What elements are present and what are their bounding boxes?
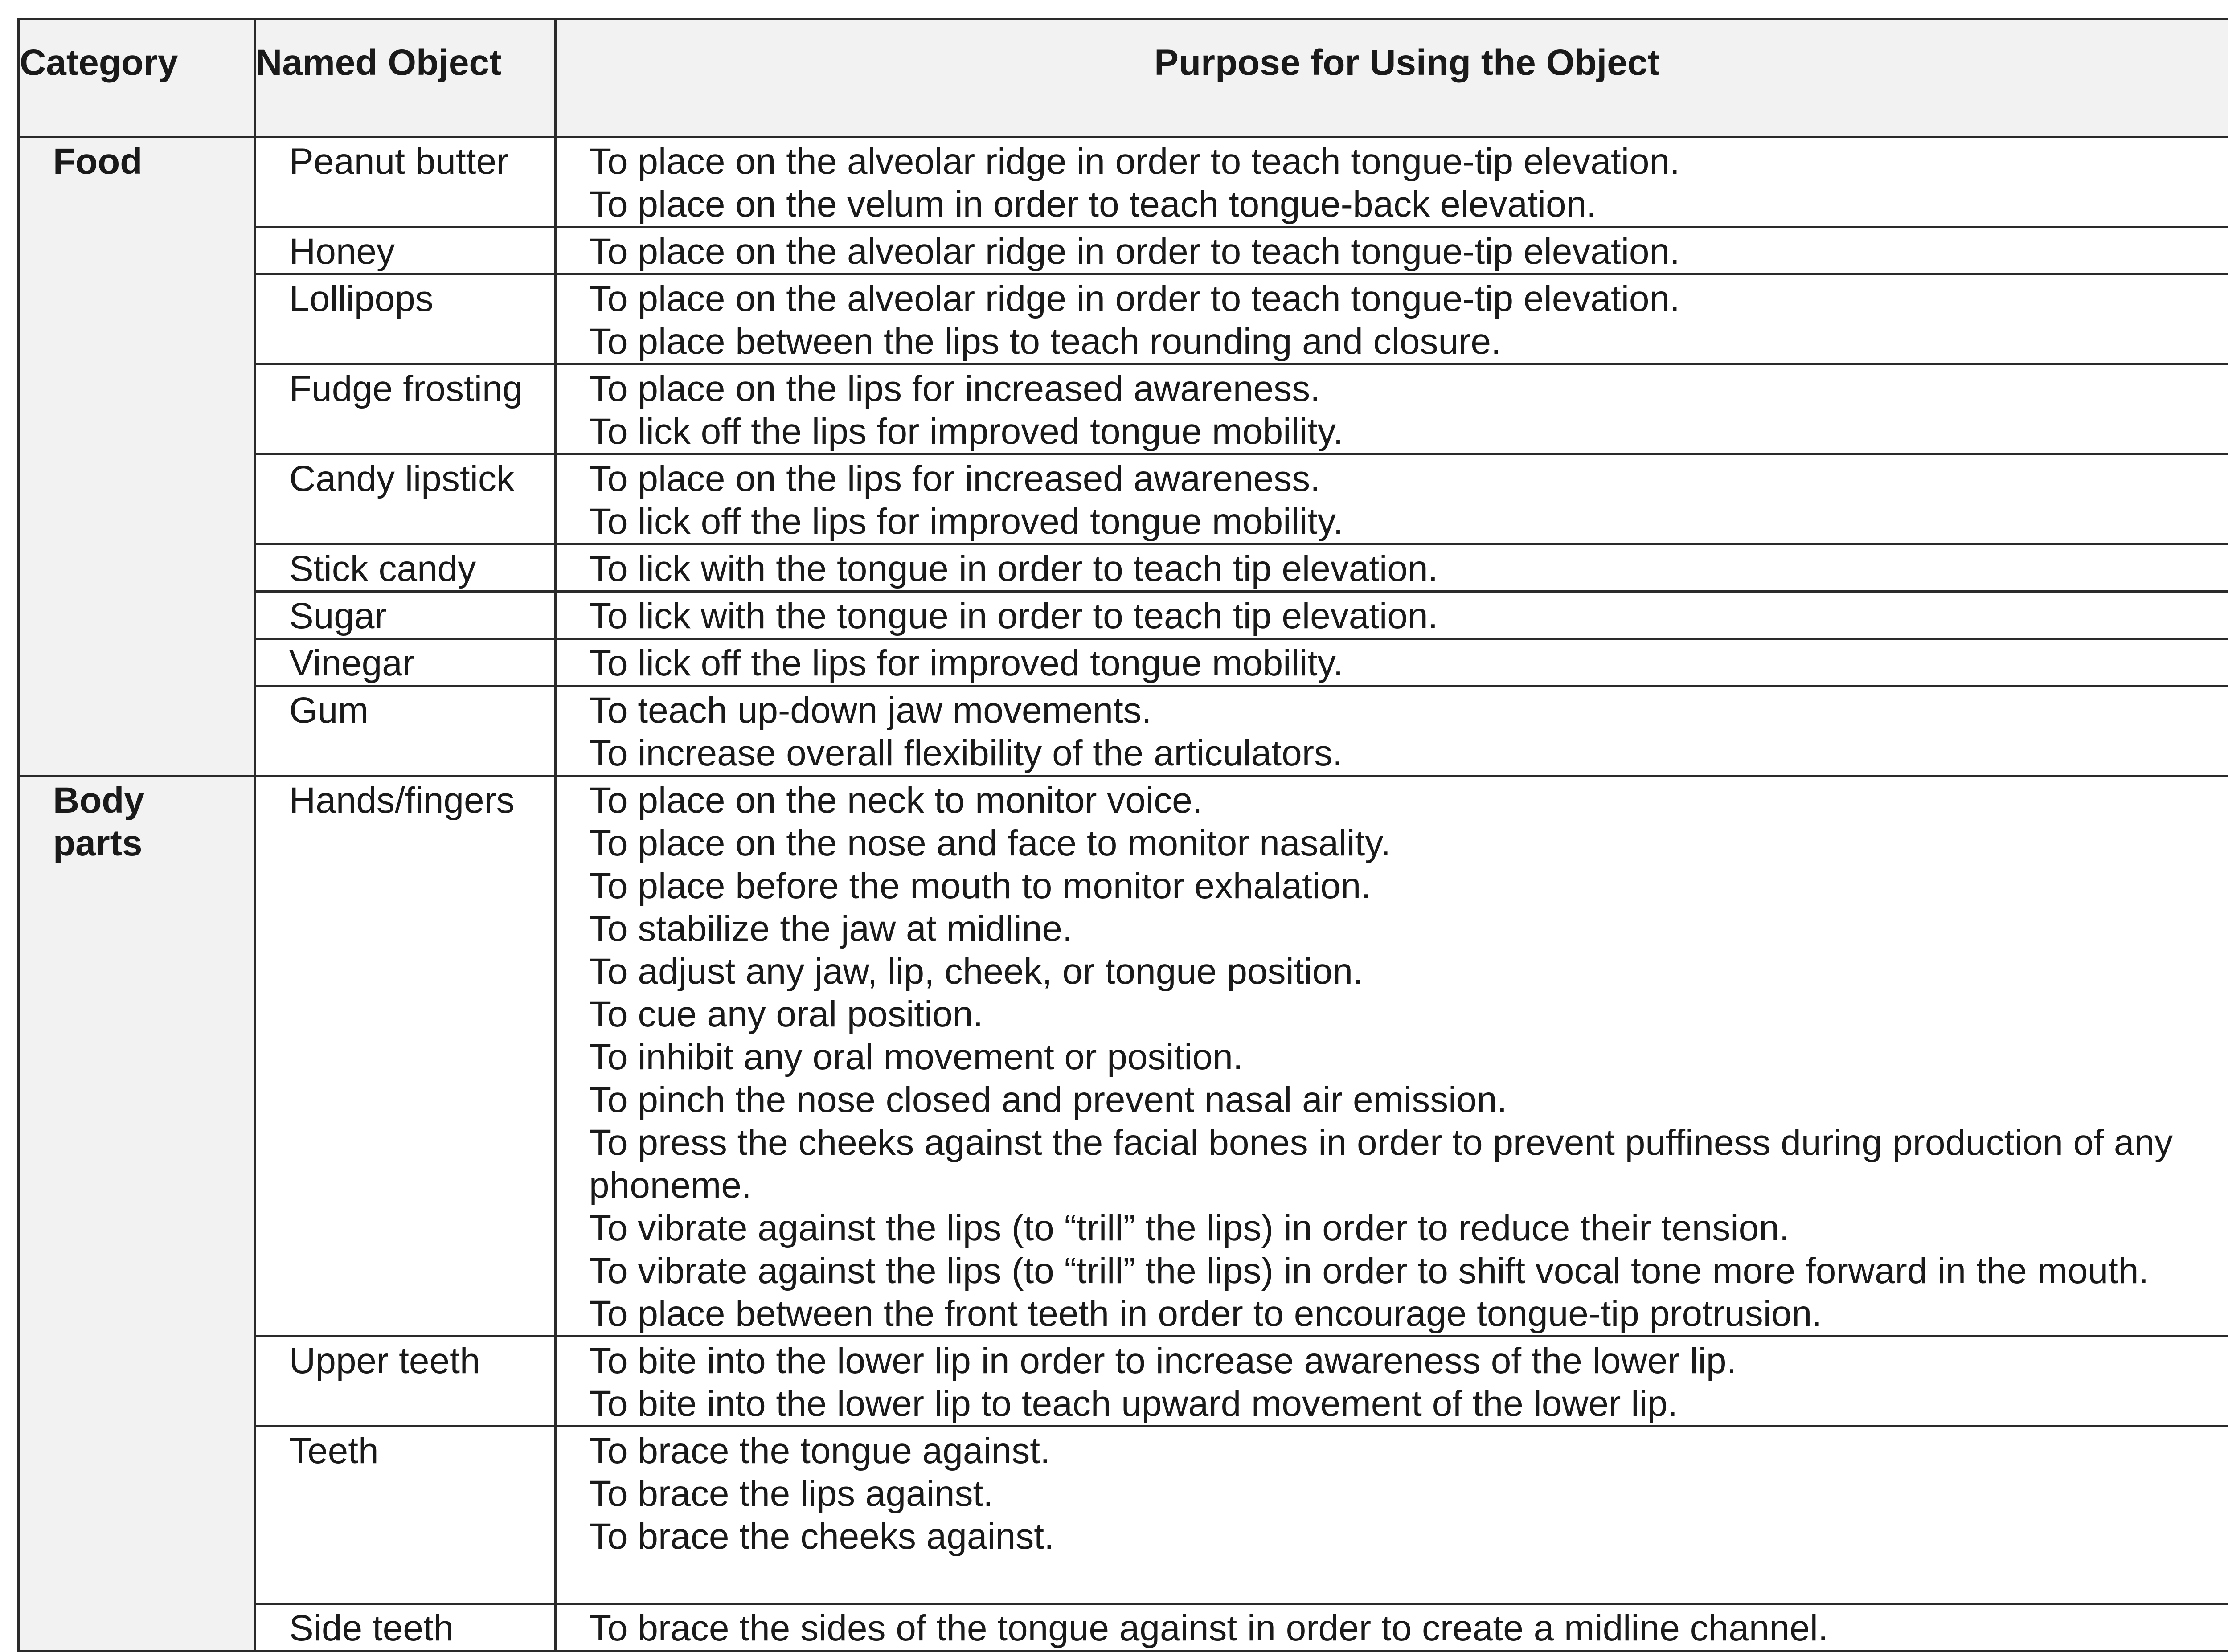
purpose-cell (556, 227, 2228, 274)
objects-purpose-table (17, 18, 2228, 1652)
table-body (19, 137, 2228, 1651)
object-cell: Gum (255, 686, 556, 776)
table-row (19, 137, 2228, 227)
table-row (19, 364, 2228, 454)
object-cell: Candy lipstick (255, 454, 556, 544)
purpose-cell (556, 364, 2228, 454)
purpose-line: To place before the mouth to monitor exhalation. (589, 865, 2228, 908)
purpose-line: To lick off the lips for improved tongue mobility. (589, 410, 2228, 453)
purpose-line: To teach up-down jaw movements. (589, 689, 2228, 732)
purpose-cell (556, 639, 2228, 686)
purpose-line: To stabilize the jaw at midline. (589, 908, 2228, 950)
table-row (19, 1604, 2228, 1651)
table-row (19, 592, 2228, 639)
object-cell: Upper teeth (255, 1337, 556, 1427)
object-cell: Teeth (255, 1427, 556, 1604)
table-row (19, 1337, 2228, 1427)
object-cell: Vinegar (255, 639, 556, 686)
object-cell: Honey (255, 227, 556, 274)
table-header-row (19, 19, 2228, 137)
purpose-cell (556, 592, 2228, 639)
purpose-line: To cue any oral position. (589, 993, 2228, 1036)
purpose-cell (556, 1604, 2228, 1651)
object-cell: Side teeth (255, 1604, 556, 1651)
header-category: Category (19, 19, 255, 137)
purpose-line: To inhibit any oral movement or position. (589, 1036, 2228, 1079)
purpose-line: To lick with the tongue in order to teach tip elevation. (589, 548, 2228, 590)
table-row (19, 454, 2228, 544)
purpose-line: To bite into the lower lip in order to increase awareness of the lower lip. (589, 1340, 2228, 1382)
purpose-line: To press the cheeks against the facial bones in order to prevent puffiness during production of any phoneme. (589, 1121, 2228, 1207)
purpose-cell (556, 776, 2228, 1337)
table-row (19, 544, 2228, 592)
object-cell: Fudge frosting (255, 364, 556, 454)
purpose-line: To lick with the tongue in order to teach tip elevation. (589, 595, 2228, 638)
table-row (19, 639, 2228, 686)
purpose-line: To brace the tongue against. (589, 1430, 2228, 1472)
table-row (19, 1427, 2228, 1604)
purpose-line: To vibrate against the lips (to “trill” the lips) in order to shift vocal tone more forward in the mouth. (589, 1250, 2228, 1292)
table-row (19, 227, 2228, 274)
purpose-line: To place on the lips for increased awareness. (589, 458, 2228, 500)
purpose-line: To adjust any jaw, lip, cheek, or tongue position. (589, 950, 2228, 993)
table-row (19, 776, 2228, 1337)
purpose-cell (556, 1337, 2228, 1427)
purpose-line: To bite into the lower lip to teach upward movement of the lower lip. (589, 1382, 2228, 1425)
purpose-line: To place on the nose and face to monitor nasality. (589, 822, 2228, 865)
purpose-line: To place on the alveolar ridge in order to teach tongue-tip elevation. (589, 140, 2228, 183)
purpose-line: To place between the front teeth in order to encourage tongue-tip protrusion. (589, 1292, 2228, 1335)
header-purpose: Purpose for Using the Object (556, 19, 2228, 137)
purpose-line: To place on the lips for increased awareness. (589, 368, 2228, 410)
purpose-line: To brace the lips against. (589, 1472, 2228, 1515)
table-row (19, 686, 2228, 776)
purpose-line: To place on the alveolar ridge in order to teach tongue-tip elevation. (589, 278, 2228, 320)
object-cell: Lollipops (255, 274, 556, 364)
header-named-object: Named Object (255, 19, 556, 137)
purpose-line: To place on the neck to monitor voice. (589, 779, 2228, 822)
purpose-cell (556, 454, 2228, 544)
object-cell: Stick candy (255, 544, 556, 592)
purpose-cell (556, 544, 2228, 592)
table-row (19, 274, 2228, 364)
category-cell: Food (19, 137, 255, 776)
object-cell: Sugar (255, 592, 556, 639)
purpose-line: To vibrate against the lips (to “trill” the lips) in order to reduce their tension. (589, 1207, 2228, 1250)
purpose-line: To brace the cheeks against. (589, 1515, 2228, 1558)
category-cell: Body parts (19, 776, 255, 1651)
purpose-line: To lick off the lips for improved tongue mobility. (589, 642, 2228, 685)
purpose-line: To increase overall flexibility of the articulators. (589, 732, 2228, 775)
purpose-cell (556, 1427, 2228, 1604)
purpose-line: To place on the alveolar ridge in order to teach tongue-tip elevation. (589, 230, 2228, 273)
purpose-cell (556, 274, 2228, 364)
purpose-line: To lick off the lips for improved tongue mobility. (589, 500, 2228, 543)
purpose-line: To place between the lips to teach rounding and closure. (589, 320, 2228, 363)
purpose-line: To brace the sides of the tongue against in order to create a midline channel. (589, 1607, 2228, 1650)
object-cell: Hands/fingers (255, 776, 556, 1337)
purpose-line: To place on the velum in order to teach tongue-back elevation. (589, 183, 2228, 226)
object-cell: Peanut butter (255, 137, 556, 227)
purpose-line: To pinch the nose closed and prevent nasal air emission. (589, 1079, 2228, 1121)
purpose-cell (556, 686, 2228, 776)
purpose-cell (556, 137, 2228, 227)
